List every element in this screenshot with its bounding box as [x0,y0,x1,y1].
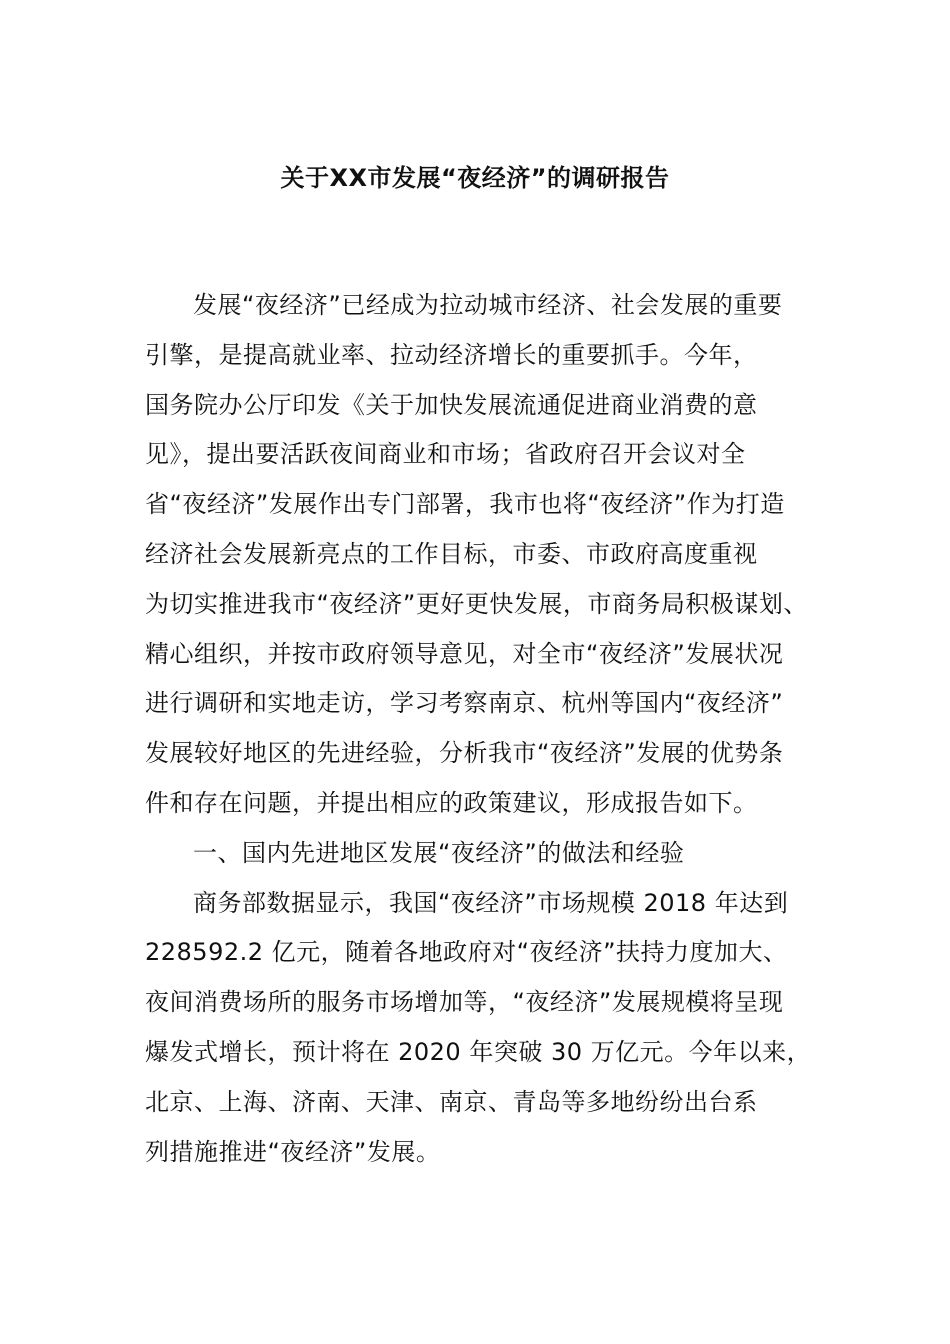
paragraph-line: 件和存在问题，并提出相应的政策建议，形成报告如下。 [145,788,758,817]
paragraph-line: 228592.2 亿元，随着各地政府对“夜经济”扶持力度加大、 [145,938,788,967]
paragraph-line: 国务院办公厅印发《关于加快发展流通促进商业消费的意 [145,390,758,419]
paragraph-market-data [145,879,815,1178]
paragraph-line: 进行调研和实地走访，学习考察南京、杭州等国内“夜经济” [145,689,784,718]
paragraph-line: 精心组织，并按市政府领导意见，对全市“夜经济”发展状况 [145,639,784,668]
paragraph-line: 发展“夜经济”已经成为拉动城市经济、社会发展的重要 [193,291,783,319]
paragraph-line: 夜间消费场所的服务市场增加等，“夜经济”发展规模将呈现 [145,988,784,1017]
paragraph-line: 北京、上海、济南、天津、南京、青岛等多地纷纷出台系 [145,1087,758,1116]
paragraph-line: 为切实推进我市“夜经济”更好更快发展，市商务局积极谋划、 [145,589,808,618]
paragraph-line: 商务部数据显示，我国“夜经济”市场规模 2018 年达到 [193,888,789,917]
paragraph-line: 列措施推进“夜经济”发展。 [145,1137,441,1166]
section-heading-text: 一、国内先进地区发展“夜经济”的做法和经验 [193,838,685,867]
document-title: 关于XX市发展“夜经济”的调研报告 [280,164,670,192]
paragraph-line: 经济社会发展新亮点的工作目标，市委、市政府高度重视 [145,539,758,568]
paragraph-line: 见》，提出要活跃夜间商业和市场；省政府召开会议对全 [145,440,746,469]
document-body [145,281,815,1177]
section-heading [145,829,815,879]
paragraph-line: 省“夜经济”发展作出专门部署，我市也将“夜经济”作为打造 [145,490,785,519]
paragraph-line: 引擎，是提高就业率、拉动经济增长的重要抓手。今年， [145,340,758,369]
paragraph-line: 爆发式增长，预计将在 2020 年突破 30 万亿元。今年以来， [145,1037,812,1066]
paragraph-line: 发展较好地区的先进经验，分析我市“夜经济”发展的优势条 [145,739,784,768]
paragraph-intro [145,281,815,829]
